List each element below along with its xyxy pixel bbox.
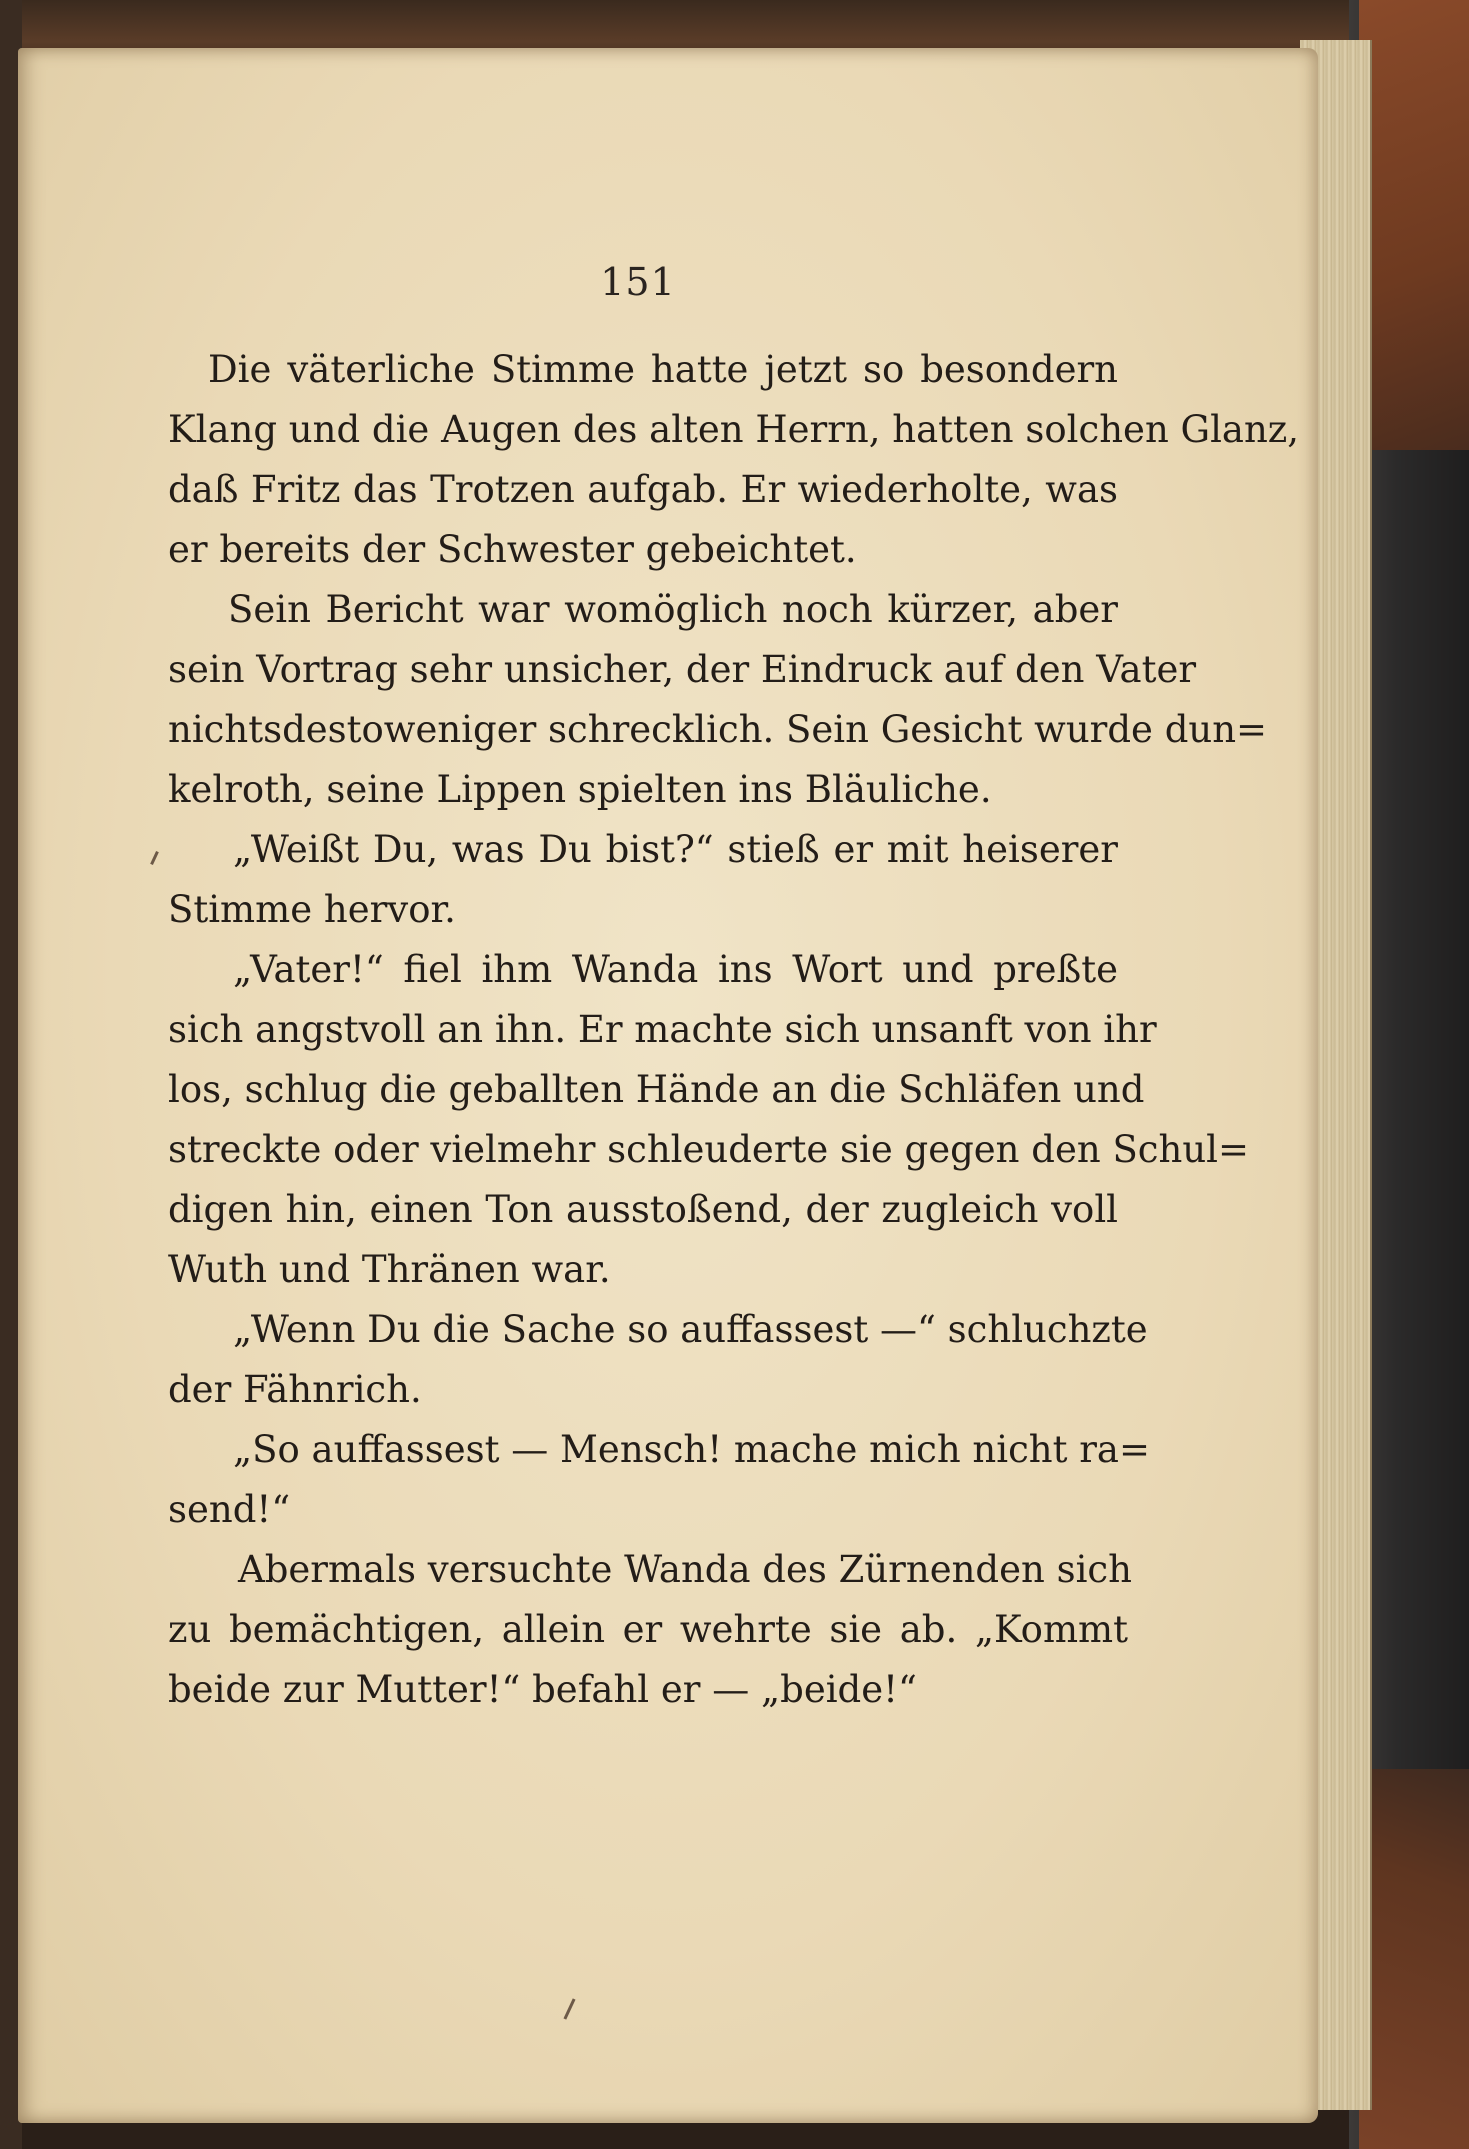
book-page bbox=[18, 48, 1318, 2123]
ink-mark bbox=[150, 851, 159, 865]
leather-corner-bottom bbox=[1359, 1769, 1469, 2149]
text-line: kelroth, seine Lippen spielten ins Bläuliche. bbox=[168, 768, 992, 811]
text-line: zu bemächtigen, allein er wehrte sie ab. „Kommt bbox=[168, 1608, 1128, 1651]
text-line: „Weißt Du, was Du bist?“ stieß er mit heiserer bbox=[233, 828, 1118, 871]
text-line: Klang und die Augen des alten Herrn, hatten solchen Glanz, bbox=[168, 408, 1300, 451]
text-line: digen hin, einen Ton ausstoßend, der zugleich voll bbox=[168, 1188, 1118, 1231]
text-line: streckte oder vielmehr schleuderte sie gegen den Schul= bbox=[168, 1128, 1250, 1171]
ink-mark bbox=[563, 1998, 575, 2019]
text-line: Abermals versuchte Wanda des Zürnenden sich bbox=[238, 1548, 1132, 1591]
text-line: los, schlug die geballten Hände an die Schläfen und bbox=[168, 1068, 1145, 1111]
text-line: sich angstvoll an ihn. Er machte sich unsanft von ihr bbox=[168, 1008, 1157, 1051]
text-line: Wuth und Thränen war. bbox=[168, 1248, 611, 1291]
page-number: 151 bbox=[600, 260, 676, 304]
text-line: Stimme hervor. bbox=[168, 888, 456, 931]
text-line: send!“ bbox=[168, 1488, 291, 1531]
text-line: beide zur Mutter!“ befahl er — „beide!“ bbox=[168, 1668, 917, 1711]
text-line: er bereits der Schwester gebeichtet. bbox=[168, 528, 857, 571]
text-line: „Vater!“ fiel ihm Wanda ins Wort und preßte bbox=[233, 948, 1118, 991]
text-line: Sein Bericht war womöglich noch kürzer, aber bbox=[228, 588, 1118, 631]
text-line: „So auffassest — Mensch! mache mich nicht ra= bbox=[233, 1428, 1150, 1471]
text-line: sein Vortrag sehr unsicher, der Eindruck auf den Vater bbox=[168, 648, 1197, 691]
text-line: daß Fritz das Trotzen aufgab. Er wiederholte, was bbox=[168, 468, 1118, 511]
text-line: der Fähnrich. bbox=[168, 1368, 422, 1411]
text-line: „Wenn Du die Sache so auffassest —“ schluchzte bbox=[233, 1308, 1148, 1351]
text-line: Die väterliche Stimme hatte jetzt so besondern bbox=[208, 348, 1118, 391]
text-line: nichtsdestoweniger schrecklich. Sein Gesicht wurde dun= bbox=[168, 708, 1268, 751]
leather-corner-top bbox=[1359, 0, 1469, 450]
